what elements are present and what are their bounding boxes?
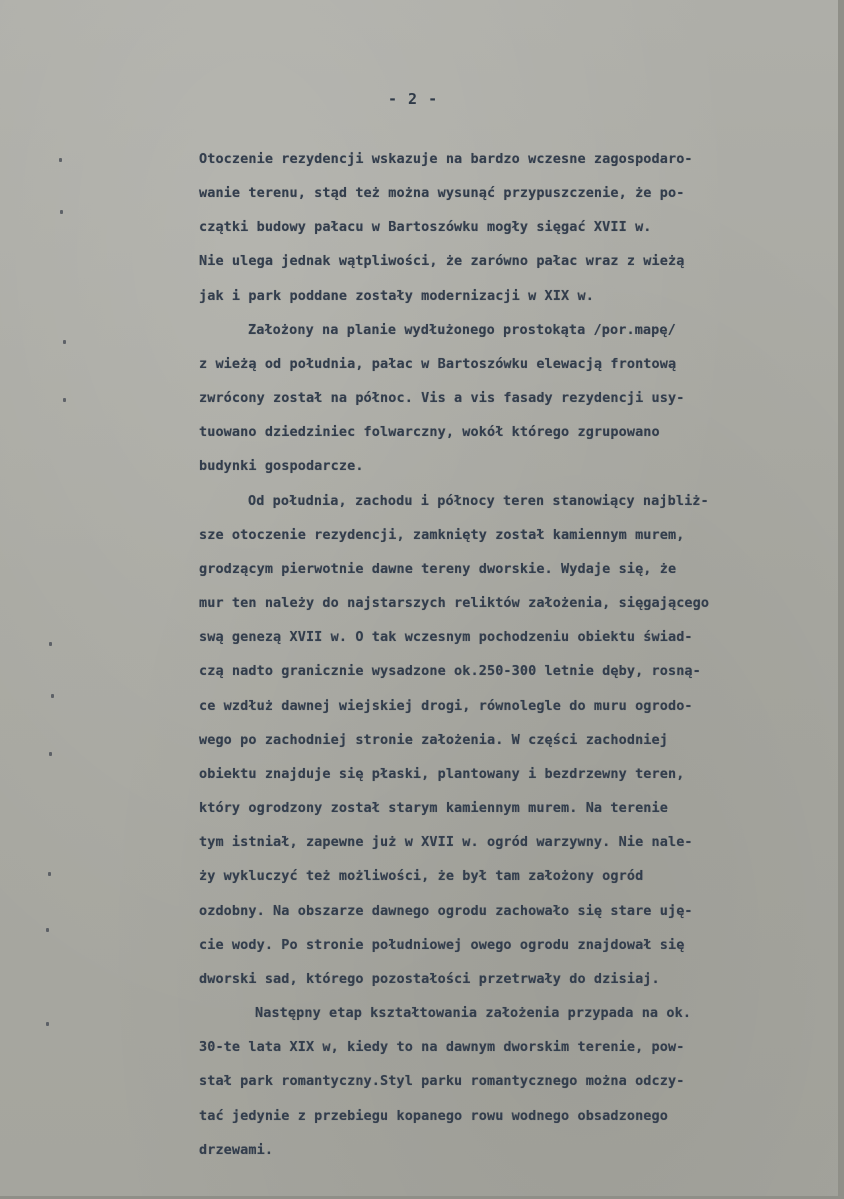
text-line: cie wody. Po stronie południowej owego ogrodu znajdował się [199,937,685,953]
text-line: swą genezą XVII w. O tak wczesnym pochodzeniu obiektu świad- [199,629,693,645]
margin-speck [46,928,49,932]
text-line: stał park romantyczny.Styl parku romantycznego można odczy- [199,1073,685,1089]
margin-speck [63,398,66,402]
text-line: ży wykluczyć też możliwości, że był tam założony ogród [199,868,644,884]
text-line: z wieżą od południa, pałac w Bartoszówku elewacją frontową [199,356,677,372]
text-line: tym istniał, zapewne już w XVII w. ogród warzywny. Nie nale- [199,834,693,850]
text-line: dworski sad, którego pozostałości przetrwały do dzisiaj. [199,971,660,987]
text-line: który ogrodzony został starym kamiennym murem. Na terenie [199,800,668,816]
text-line: ce wzdłuż dawnej wiejskiej drogi, równolegle do muru ogrodo- [199,698,693,714]
text-line: tuowano dziedziniec folwarczny, wokół którego zgrupowano [199,424,660,440]
text-line: drzewami. [199,1142,274,1158]
margin-speck [63,340,66,344]
margin-speck [49,642,52,646]
text-line: tać jedynie z przebiegu kopanego rowu wodnego obsadzonego [199,1108,668,1124]
margin-speck [60,210,63,214]
scan-edge-right [838,0,844,1199]
text-line: Założony na planie wydłużonego prostokąta /por.mapę/ [248,322,676,338]
text-line: Następny etap kształtowania założenia przypada na ok. [255,1005,692,1021]
margin-speck [46,1022,49,1026]
margin-speck [51,694,54,698]
margin-speck [49,752,52,756]
text-line: czą nadto granicznie wysadzone ok.250-300 letnie dęby, rosną- [199,663,701,679]
text-line: ozdobny. Na obszarze dawnego ogrodu zachowało się stare uję- [199,903,693,919]
text-line: czątki budowy pałacu w Bartoszówku mogły sięgać XVII w. [199,219,652,235]
text-line: mur ten należy do najstarszych reliktów założenia, sięgającego [199,595,710,611]
page-number: - 2 - [388,90,439,108]
text-line: wego po zachodniej stronie założenia. W części zachodniej [199,732,668,748]
text-line: jak i park poddane zostały modernizacji w XIX w. [199,288,594,304]
margin-speck [59,158,62,162]
text-line: grodzącym pierwotnie dawne tereny dworskie. Wydaje się, że [199,561,677,577]
text-line: budynki gospodarcze. [199,458,364,474]
text-line: zwrócony został na północ. Vis a vis fasady rezydencji usy- [199,390,685,406]
text-line: 30-te lata XIX w, kiedy to na dawnym dworskim terenie, pow- [199,1039,685,1055]
text-line: Od południa, zachodu i północy teren stanowiący najbliż- [248,493,709,509]
text-line: sze otoczenie rezydencji, zamknięty został kamiennym murem, [199,527,685,543]
text-line: obiektu znajduje się płaski, plantowany i bezdrzewny teren, [199,766,685,782]
text-line: Nie ulega jednak wątpliwości, że zarówno pałac wraz z wieżą [199,253,685,269]
text-line: Otoczenie rezydencji wskazuje na bardzo wczesne zagospodaro- [199,151,693,167]
text-line: wanie terenu, stąd też można wysunąć przypuszczenie, że po- [199,185,685,201]
margin-speck [48,872,51,876]
